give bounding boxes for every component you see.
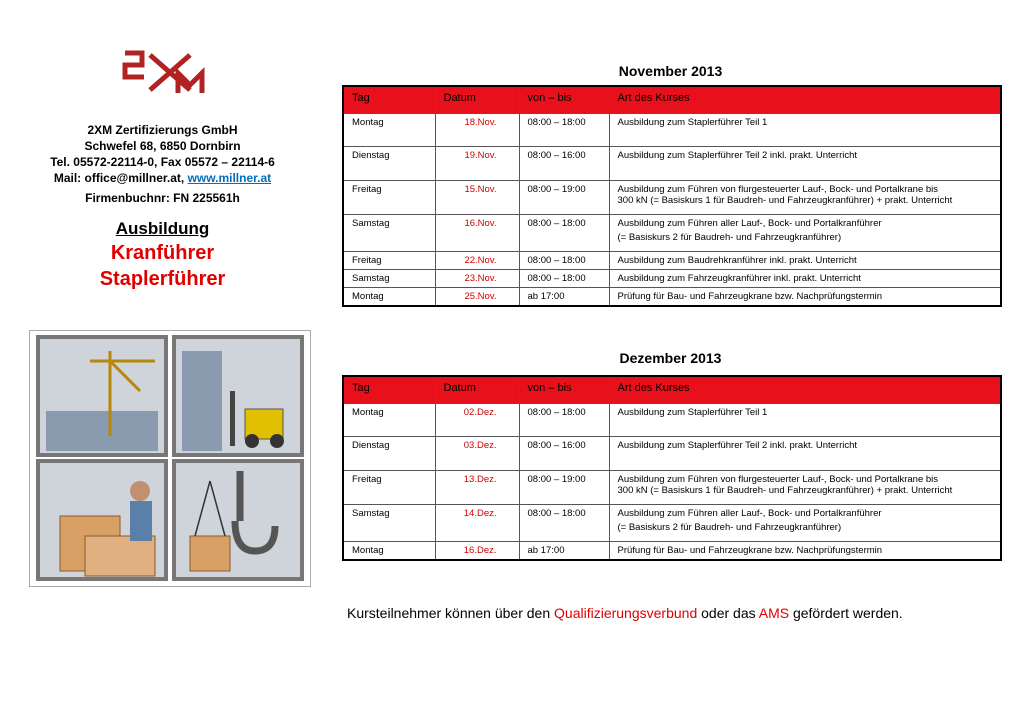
- table-row: [343, 471, 1001, 505]
- funding-note: [347, 605, 903, 621]
- kurs-line2: (= Basiskurs 2 für Baudreh- und Fahrzeugkranführer): [617, 522, 842, 533]
- cell-zeit: 08:00 – 16:00: [519, 147, 609, 181]
- heading-line2: Staplerführer: [99, 268, 226, 290]
- cell-kurs: [609, 114, 1001, 147]
- table-row: [343, 505, 1001, 542]
- kurs-line1: Ausbildung zum Führen von flurgesteuerter Lauf-, Bock- und Portalkrane bis: [617, 474, 939, 485]
- kurs-line1: Ausbildung zum Baudrehkranführer inkl. prakt. Unterricht: [617, 255, 857, 266]
- cell-datum: 02.Dez.: [435, 404, 519, 437]
- note-text-mid: oder das: [701, 605, 756, 621]
- table-row: [343, 114, 1001, 147]
- cell-tag: Dienstag: [343, 147, 435, 181]
- table-row: [343, 181, 1001, 215]
- cell-tag: Montag: [343, 288, 435, 307]
- kurs-line1: Prüfung für Bau- und Fahrzeugkrane bzw. Nachprüfungstermin: [617, 545, 883, 556]
- kurs-line1: Ausbildung zum Staplerführer Teil 2 inkl. prakt. Unterricht: [617, 150, 858, 161]
- col-kurs: Art des Kurses: [609, 86, 1001, 114]
- col-datum: Datum: [435, 86, 519, 114]
- kurs-line1: Ausbildung zum Staplerführer Teil 1: [617, 407, 768, 418]
- cell-datum: 14.Dez.: [435, 505, 519, 542]
- company-mail-text: Mail: office@millner.at,: [53, 171, 185, 185]
- company-mail: [20, 170, 305, 186]
- cell-zeit: 08:00 – 18:00: [519, 505, 609, 542]
- table-row: [343, 437, 1001, 471]
- cell-tag: Dienstag: [343, 437, 435, 471]
- heading-line1: Kranführer: [110, 242, 215, 264]
- cell-tag: Montag: [343, 114, 435, 147]
- cell-tag: Montag: [343, 404, 435, 437]
- note-qualifizierungsverbund: Qualifizierungsverbund: [554, 605, 698, 621]
- table-row: [343, 404, 1001, 437]
- cell-datum: 15.Nov.: [435, 181, 519, 215]
- cell-zeit: 08:00 – 18:00: [519, 252, 609, 270]
- kurs-line1: Ausbildung zum Fahrzeugkranführer inkl. prakt. Unterricht: [617, 273, 861, 284]
- col-kurs: Art des Kurses: [609, 376, 1001, 404]
- cell-zeit: 08:00 – 18:00: [519, 404, 609, 437]
- cell-zeit: ab 17:00: [519, 288, 609, 307]
- dezember-title: Dezember 2013: [619, 350, 722, 366]
- cell-datum: 13.Dez.: [435, 471, 519, 505]
- company-web-link[interactable]: www.millner.at: [187, 171, 272, 185]
- col-tag: Tag: [343, 376, 435, 404]
- cell-kurs: [609, 147, 1001, 181]
- company-name: 2XM Zertifizierungs GmbH: [87, 123, 238, 137]
- company-address: Schwefel 68, 6850 Dornbirn: [84, 139, 241, 153]
- cell-zeit: 08:00 – 18:00: [519, 270, 609, 288]
- cell-datum: 03.Dez.: [435, 437, 519, 471]
- cell-tag: Samstag: [343, 505, 435, 542]
- cell-tag: Freitag: [343, 252, 435, 270]
- cell-kurs: [609, 215, 1001, 252]
- table-header-row: [343, 86, 1001, 114]
- cell-datum: 22.Nov.: [435, 252, 519, 270]
- illustration-crane-forklift: [29, 330, 311, 587]
- kurs-line2: (= Basiskurs 2 für Baudreh- und Fahrzeugkranführer): [617, 232, 842, 243]
- company-phone: Tel. 05572-22114-0, Fax 05572 – 22114-6: [50, 155, 275, 169]
- table-header-row: [343, 376, 1001, 404]
- kurs-line1: Ausbildung zum Staplerführer Teil 1: [617, 117, 768, 128]
- note-ams: AMS: [758, 605, 790, 621]
- kurs-line1: Ausbildung zum Führen aller Lauf-, Bock- und Portalkranführer: [617, 508, 882, 519]
- kurs-line1: Ausbildung zum Führen aller Lauf-, Bock- und Portalkranführer: [617, 218, 882, 229]
- cell-zeit: 08:00 – 16:00: [519, 437, 609, 471]
- kurs-line1: Ausbildung zum Staplerführer Teil 2 inkl. prakt. Unterricht: [617, 440, 858, 451]
- cell-kurs: [609, 270, 1001, 288]
- dezember-schedule-table: [342, 375, 1002, 561]
- kurs-line2: 300 kN (= Basiskurs 1 für Baudreh- und Fahrzeugkranführer) + prakt. Unterricht: [617, 195, 953, 206]
- table-row: [343, 215, 1001, 252]
- cell-kurs: [609, 288, 1001, 307]
- cell-datum: 16.Nov.: [435, 215, 519, 252]
- note-text-pre: Kursteilnehmer können über den: [347, 605, 551, 621]
- cell-datum: 19.Nov.: [435, 147, 519, 181]
- cell-tag: Samstag: [343, 215, 435, 252]
- cell-tag: Freitag: [343, 181, 435, 215]
- kurs-line1: Ausbildung zum Führen von flurgesteuerter Lauf-, Bock- und Portalkrane bis: [617, 184, 939, 195]
- course-heading: [20, 218, 305, 292]
- table-row: [343, 252, 1001, 270]
- kurs-line2: 300 kN (= Basiskurs 1 für Baudreh- und Fahrzeugkranführer) + prakt. Unterricht: [617, 485, 953, 496]
- cell-tag: Freitag: [343, 471, 435, 505]
- november-title: November 2013: [618, 63, 723, 79]
- cell-zeit: 08:00 – 18:00: [519, 215, 609, 252]
- cell-zeit: ab 17:00: [519, 542, 609, 561]
- cell-kurs: [609, 181, 1001, 215]
- col-zeit: von – bis: [519, 376, 609, 404]
- company-info: [20, 122, 305, 186]
- 2xm-logo: [120, 45, 210, 100]
- cell-zeit: 08:00 – 19:00: [519, 181, 609, 215]
- cell-tag: Samstag: [343, 270, 435, 288]
- cell-zeit: 08:00 – 18:00: [519, 114, 609, 147]
- kurs-line1: Prüfung für Bau- und Fahrzeugkrane bzw. Nachprüfungstermin: [617, 291, 883, 302]
- col-tag: Tag: [343, 86, 435, 114]
- table-row: [343, 147, 1001, 181]
- cell-zeit: 08:00 – 19:00: [519, 471, 609, 505]
- col-datum: Datum: [435, 376, 519, 404]
- table-row: [343, 270, 1001, 288]
- cell-datum: 23.Nov.: [435, 270, 519, 288]
- table-row: [343, 288, 1001, 307]
- cell-kurs: [609, 437, 1001, 471]
- table-row: [343, 542, 1001, 561]
- november-schedule-table: [342, 85, 1002, 307]
- cell-datum: 25.Nov.: [435, 288, 519, 307]
- cell-tag: Montag: [343, 542, 435, 561]
- company-register-number: Firmenbuchnr: FN 225561h: [85, 191, 240, 205]
- cell-kurs: [609, 471, 1001, 505]
- cell-datum: 16.Dez.: [435, 542, 519, 561]
- cell-kurs: [609, 404, 1001, 437]
- cell-kurs: [609, 505, 1001, 542]
- cell-datum: 18.Nov.: [435, 114, 519, 147]
- heading-title: Ausbildung: [115, 219, 210, 238]
- cell-kurs: [609, 252, 1001, 270]
- cell-kurs: [609, 542, 1001, 561]
- col-zeit: von – bis: [519, 86, 609, 114]
- note-text-post: gefördert werden.: [792, 605, 903, 621]
